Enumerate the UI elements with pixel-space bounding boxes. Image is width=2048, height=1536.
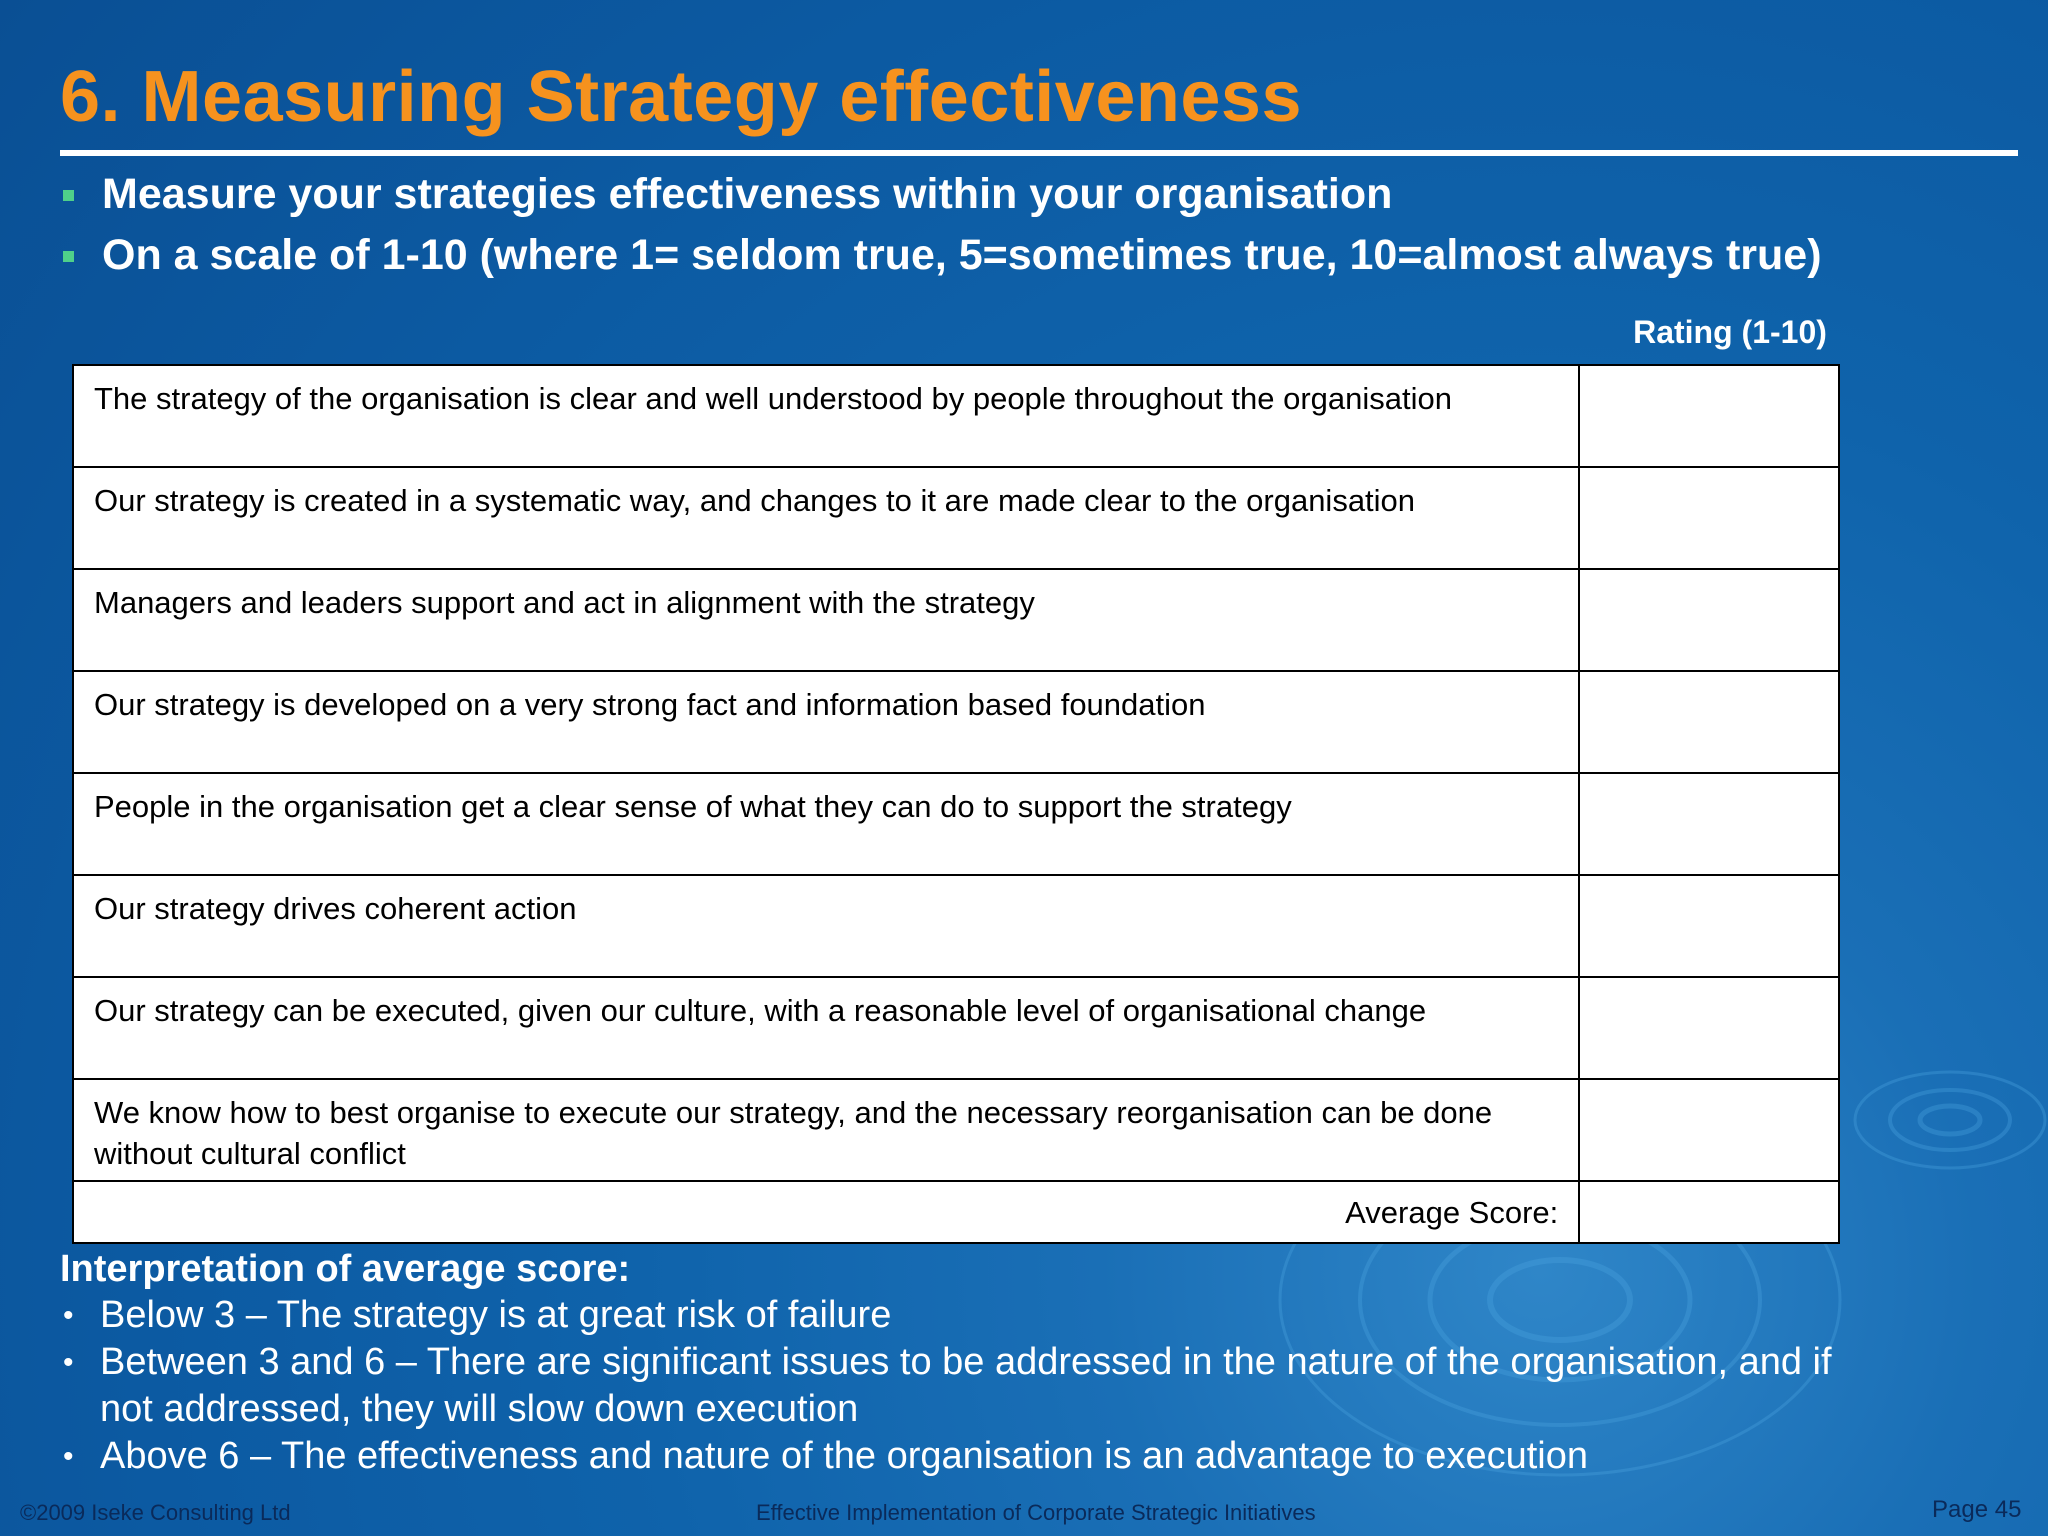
intro-bullets (60, 164, 2020, 286)
table-row (73, 365, 1839, 467)
rating-cell[interactable] (1579, 467, 1839, 569)
table-row (73, 569, 1839, 671)
title-divider (60, 150, 2018, 156)
interpretation-text: Between 3 and 6 – There are significant issues to be addressed in the nature of the organisation, and if not addressed, they will slow down execution (100, 1341, 1832, 1430)
rating-column-header: Rating (1-10) (1633, 314, 1827, 350)
rating-cell[interactable] (1579, 977, 1839, 1079)
table-row (73, 875, 1839, 977)
rating-cell[interactable] (1579, 569, 1839, 671)
table-row (73, 773, 1839, 875)
intro-bullet (60, 225, 2020, 286)
rating-cell[interactable] (1579, 875, 1839, 977)
footer-presentation-title: Effective Implementation of Corporate Strategic Initiatives (756, 1500, 1316, 1525)
intro-bullet (60, 164, 2020, 225)
table-row (73, 977, 1839, 1079)
slide-title: 6. Measuring Strategy effectiveness (60, 57, 1302, 137)
statement-cell: Our strategy is created in a systematic way, and changes to it are made clear to the organisation (73, 467, 1579, 569)
bullet-dot-icon: • (63, 1440, 74, 1473)
average-score-label: Average Score: (73, 1181, 1579, 1243)
rating-cell[interactable] (1579, 1079, 1839, 1181)
table-row (73, 1079, 1839, 1181)
intro-bullet-text: On a scale of 1-10 (where 1= seldom true, 5=sometimes true, 10=almost always true) (102, 231, 1822, 279)
statement-cell: Our strategy is developed on a very strong fact and information based foundation (73, 671, 1579, 773)
statement-cell: The strategy of the organisation is clear and well understood by people throughout the organisation (73, 365, 1579, 467)
bullet-dot-icon: • (63, 1299, 74, 1332)
interpretation-list (60, 1292, 1960, 1480)
statement-cell: Our strategy can be executed, given our culture, with a reasonable level of organisational change (73, 977, 1579, 1079)
average-score-cell[interactable] (1579, 1181, 1839, 1243)
rating-cell[interactable] (1579, 365, 1839, 467)
strategy-survey-table (72, 364, 1840, 1244)
table-row (73, 671, 1839, 773)
list-item (60, 1433, 1960, 1480)
intro-bullet-text: Measure your strategies effectiveness within your organisation (102, 170, 1393, 218)
average-score-row (73, 1181, 1839, 1243)
interpretation-text: Above 6 – The effectiveness and nature of the organisation is an advantage to execution (100, 1435, 1588, 1477)
page-number: Page 45 (1932, 1496, 2022, 1523)
interpretation-text: Below 3 – The strategy is at great risk of failure (100, 1294, 892, 1336)
rating-cell[interactable] (1579, 773, 1839, 875)
rating-cell[interactable] (1579, 671, 1839, 773)
statement-cell: We know how to best organise to execute our strategy, and the necessary reorganisation can be done without cultural conflict (73, 1079, 1579, 1181)
footer-copyright: ©2009 Iseke Consulting Ltd (20, 1500, 291, 1525)
interpretation-title: Interpretation of average score: (60, 1248, 631, 1290)
statement-cell: Our strategy drives coherent action (73, 875, 1579, 977)
square-bullet-icon (63, 190, 74, 201)
list-item (60, 1292, 1960, 1339)
statement-cell: Managers and leaders support and act in alignment with the strategy (73, 569, 1579, 671)
bullet-dot-icon: • (63, 1346, 74, 1379)
statement-cell: People in the organisation get a clear sense of what they can do to support the strategy (73, 773, 1579, 875)
table-row (73, 467, 1839, 569)
square-bullet-icon (63, 251, 74, 262)
list-item (60, 1339, 1960, 1433)
